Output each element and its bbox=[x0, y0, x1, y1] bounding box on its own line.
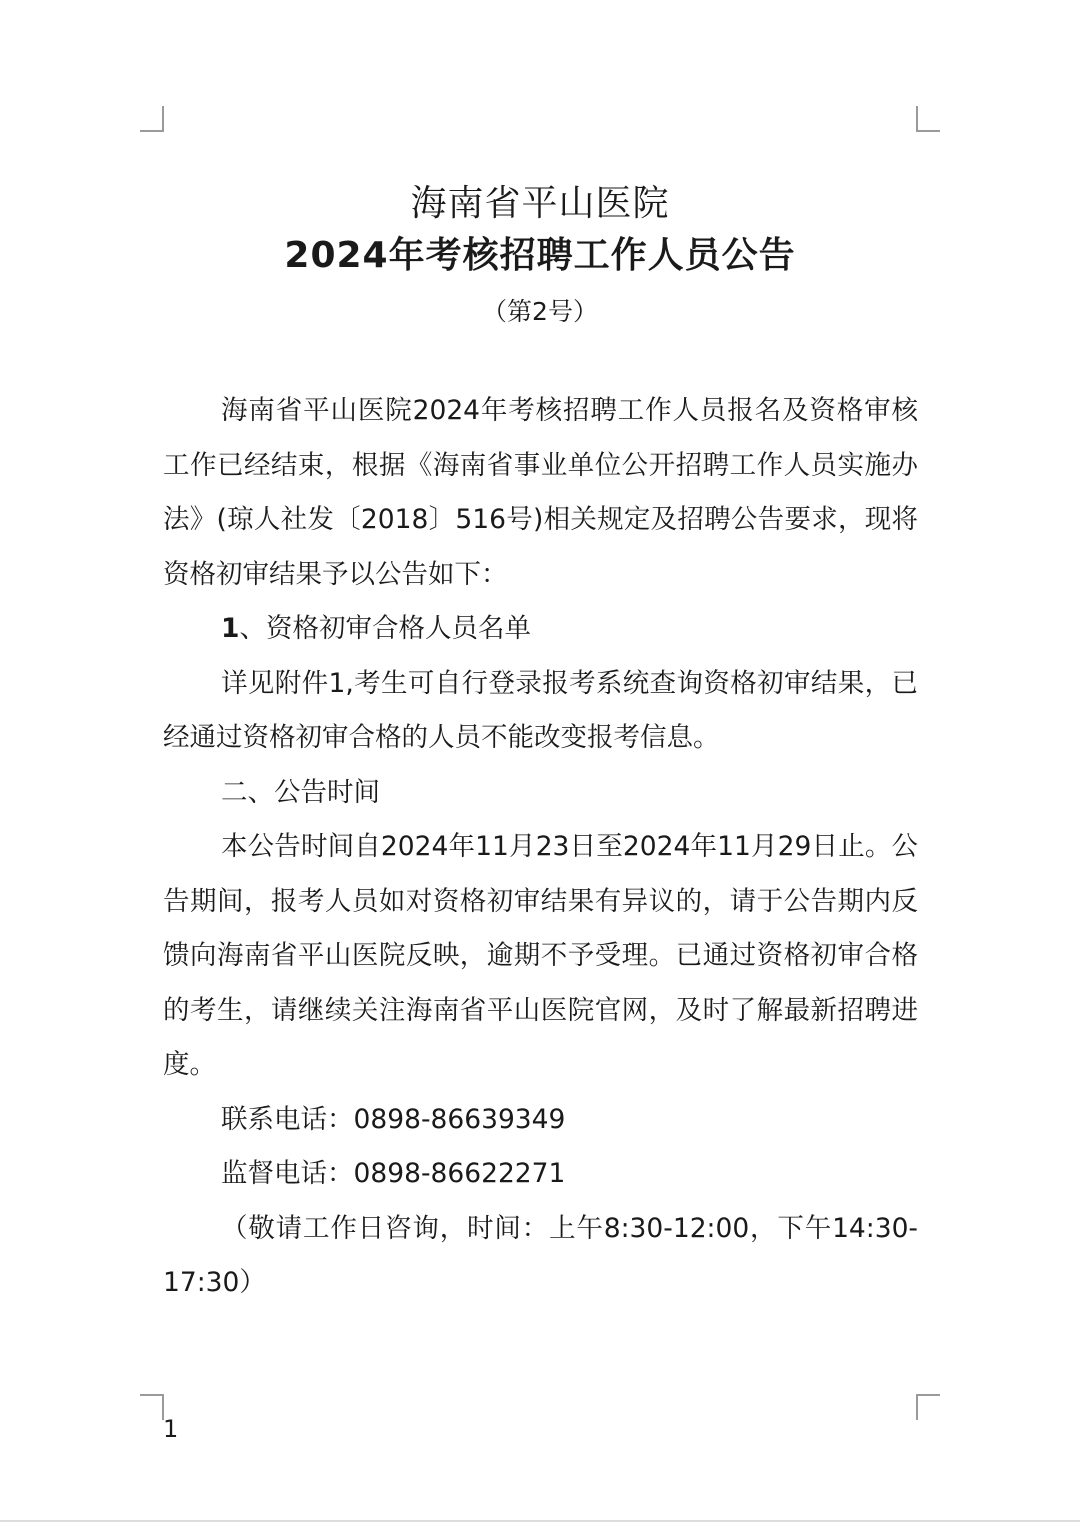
crop-mark-top-right bbox=[916, 106, 940, 132]
subtitle-issue-number: （第2号） bbox=[482, 297, 598, 326]
page-edge-divider bbox=[0, 1520, 1080, 1522]
section1-title: 、资格初审合格人员名单 bbox=[239, 613, 531, 644]
page-number: 1 bbox=[163, 1415, 179, 1443]
supervise-phone: 监督电话：0898-86622271 bbox=[221, 1158, 566, 1189]
title-block bbox=[0, 178, 1080, 332]
section2-body: 本公告时间自2024年11月23日至2024年11月29日止。公告期间，报考人员如对资格初审结果有异议的，请于公告期内反馈向海南省平山医院反映，逾期不予受理。已通过资格初审合格的考生，请继续关注海南省平山医院官网，及时了解最新招聘进度。 bbox=[163, 831, 918, 1080]
section1-body: 详见附件1,考生可自行登录报考系统查询资格初审结果，已经通过资格初审合格的人员不能改变报考信息。 bbox=[163, 667, 918, 753]
section1-number: 1 bbox=[221, 613, 240, 644]
crop-mark-bottom-left bbox=[140, 1394, 164, 1420]
intro-paragraph: 海南省平山医院2024年考核招聘工作人员报名及资格审核工作已经结束，根据《海南省事业单位公开招聘工作人员实施办法》(琼人社发〔2018〕516号)相关规定及招聘公告要求，现将资格初审结果予以公告如下： bbox=[163, 395, 918, 590]
contact-phone: 联系电话：0898-86639349 bbox=[221, 1103, 566, 1135]
crop-mark-bottom-right bbox=[916, 1394, 940, 1420]
section2-heading: 二、公告时间 bbox=[221, 776, 380, 808]
crop-mark-top-left bbox=[140, 106, 164, 132]
title-announcement: 2024年考核招聘工作人员公告 bbox=[284, 235, 796, 276]
section1-heading bbox=[163, 602, 918, 657]
document-body bbox=[163, 384, 918, 1311]
title-hospital: 海南省平山医院 bbox=[410, 183, 670, 224]
hours-note: （敬请工作日咨询，时间：上午8:30-12:00，下午14:30-17:30） bbox=[163, 1212, 918, 1298]
